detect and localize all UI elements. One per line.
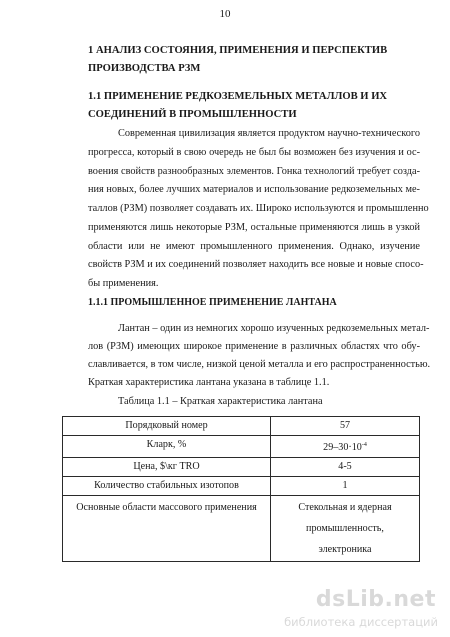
table-cell-value: 4-5 (271, 458, 420, 477)
paragraph-line: лов (РЗМ) имеющих широкое применение в различных областях что обу- (88, 341, 420, 352)
table-cell-value: 1 (271, 477, 420, 496)
table-row (63, 417, 420, 436)
table-caption: Таблица 1.1 – Краткая характеристика лантана (118, 396, 323, 407)
table-cell-label: Цена, $\кг TRO (63, 458, 271, 477)
lanthanum-table (62, 416, 420, 562)
application-line: промышленность, (306, 523, 384, 534)
table-row (63, 458, 420, 477)
table-row (63, 477, 420, 496)
table-cell-label: Кларк, % (63, 436, 271, 458)
table-cell-value (271, 436, 420, 458)
application-line: электроника (318, 544, 372, 555)
paragraph-line: воения свойств разнообразных элементов. Гонка технологий требует созда- (88, 166, 420, 177)
paragraph-line: славливается, в том числе, низкой ценой металла и его распространенностью. (88, 359, 431, 370)
paragraph-line: ния новых, более лучших материалов и использование редкоземельных ме- (88, 184, 420, 195)
watermark-logo: dsLib.net (315, 587, 436, 612)
paragraph-line: таллов (РЗМ) позволяет создавать их. Широко используются и промышленно (88, 203, 429, 214)
paragraph-line: Лантан – один из немногих хорошо изученных редкоземельных метал- (118, 323, 430, 334)
clarke-value: 29–30·10 (323, 442, 362, 453)
paragraph-line: свойств РЗМ и их соединений позволяет находить все новые и новые спосо- (88, 259, 424, 270)
paragraph-line: применяются лишь некоторые РЗМ, остальные применяются лишь в узкой (88, 222, 420, 233)
table-cell-value (271, 496, 420, 562)
watermark (284, 587, 446, 633)
paragraph-line: бы применения. (88, 278, 159, 289)
application-line: Стекольная и ядерная (298, 502, 392, 513)
page-number: 10 (219, 8, 231, 20)
paragraph-line: Современная цивилизация является продуктом научно-технического (118, 128, 420, 139)
table-row (63, 436, 420, 458)
table-cell-label: Основные области массового применения (63, 496, 271, 562)
subsection-heading: 1.1.1 ПРОМЫШЛЕННОЕ ПРИМЕНЕНИЕ ЛАНТАНА (88, 297, 337, 308)
table-cell-label: Количество стабильных изотопов (63, 477, 271, 496)
table-cell-value: 57 (271, 417, 420, 436)
watermark-tagline: библиотека диссертаций (284, 615, 438, 629)
table-row (63, 496, 420, 562)
clarke-exponent: -4 (361, 442, 367, 448)
paragraph-line: прогресса, который в свою очередь не был бы возможен без изучения и ос- (88, 147, 420, 158)
section-heading: 1.1 ПРИМЕНЕНИЕ РЕДКОЗЕМЕЛЬНЫХ МЕТАЛЛОВ И ИХ СОЕДИНЕНИЙ В ПРОМЫШЛЕННОСТИ (88, 91, 388, 120)
paragraph-line: области или не имеют промышленного применения. Однако, изучение (88, 241, 420, 252)
chapter-heading: 1 АНАЛИЗ СОСТОЯНИЯ, ПРИМЕНЕНИЯ И ПЕРСПЕКТИВ ПРОИЗВОДСТВА РЗМ (88, 45, 388, 74)
paragraph-line: Краткая характеристика лантана указана в таблице 1.1. (88, 377, 330, 388)
table-cell-label: Порядковый номер (63, 417, 271, 436)
